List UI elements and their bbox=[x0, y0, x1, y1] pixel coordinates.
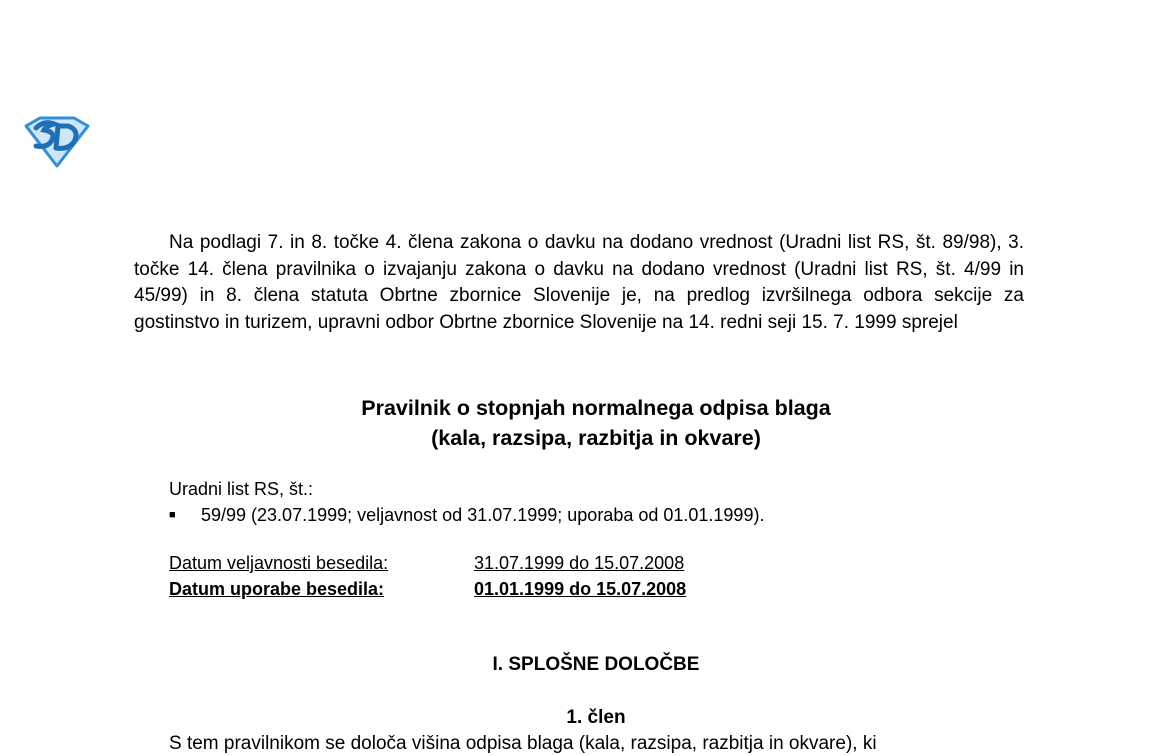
article-heading: 1. člen bbox=[566, 707, 626, 728]
document-title bbox=[134, 393, 1058, 453]
validity-value: 31.07.1999 do 15.07.2008 bbox=[474, 553, 685, 573]
gazette-entry-text: 59/99 (23.07.1999; veljavnost od 31.07.1999; uporaba od 01.01.1999). bbox=[201, 505, 765, 525]
gazette-label: Uradni list RS, št.: bbox=[169, 479, 314, 499]
company-logo bbox=[22, 116, 92, 170]
use-value: 01.01.1999 do 15.07.2008 bbox=[474, 579, 687, 599]
bullet-icon: ■ bbox=[169, 509, 176, 521]
validity-label: Datum veljavnosti besedila: bbox=[169, 553, 389, 573]
title-line-1: Pravilnik o stopnjah normalnega odpisa blaga bbox=[361, 396, 831, 420]
title-line-2: (kala, razsipa, razbitja in okvare) bbox=[431, 426, 761, 450]
use-label: Datum uporabe besedila: bbox=[169, 579, 385, 599]
intro-paragraph: Na podlagi 7. in 8. točke 4. člena zakona o davku na dodano vrednost (Uradni list RS, št. 89/98), 3. točke 14. člena pravilnika o izvajanju zakona o davku na dodano vrednost (Uradni list RS, št. 4/99 in 45/99) in 8. člena statuta Obrtne zbornice Slovenije je, na predlog izvršilnega odbora sekcije za gostinstvo in turizem, upravni odbor Obrtne zbornice Slovenije na 14. redni seji 15. 7. 1999 sprejel bbox=[134, 232, 1024, 333]
article-text: S tem pravilnikom se določa višina odpisa blaga (kala, razsipa, razbitja in okvare), ki bbox=[169, 733, 877, 754]
section-heading: I. SPLOŠNE DOLOČBE bbox=[492, 654, 700, 675]
gazette-entry bbox=[169, 505, 764, 526]
